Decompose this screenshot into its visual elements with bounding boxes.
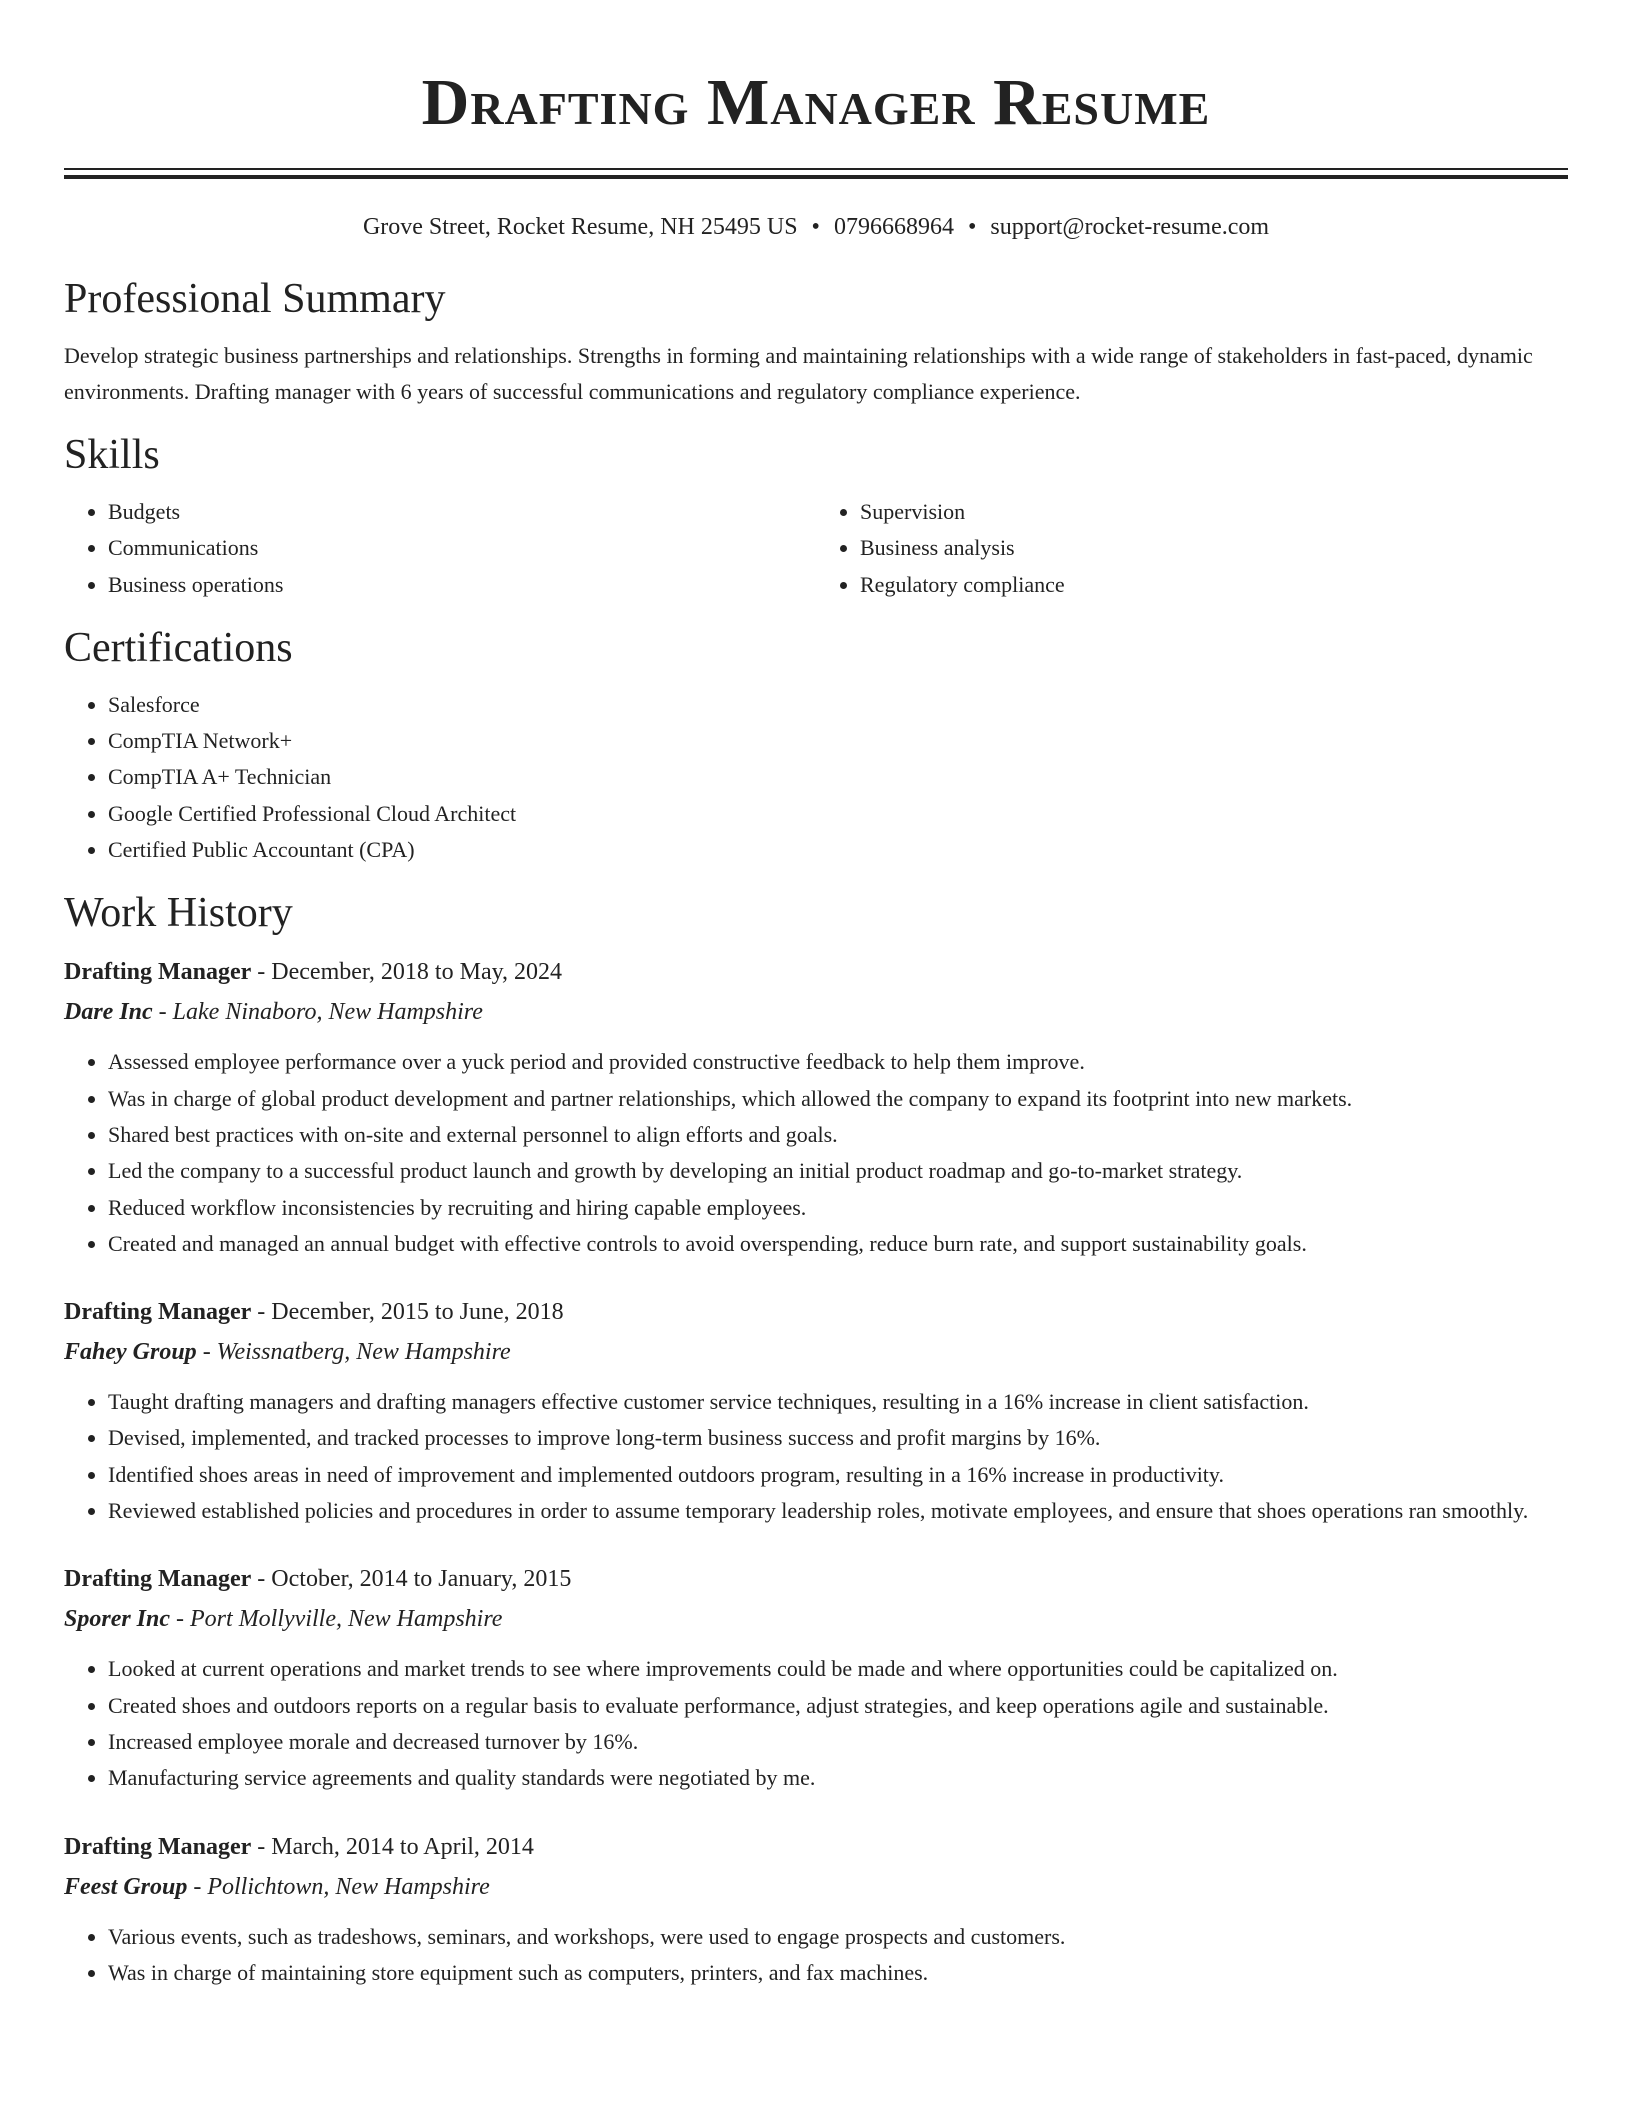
job-entry: [64, 1292, 1568, 1529]
skill-item: • Business operations: [108, 567, 816, 603]
job-bullets: [64, 1384, 1568, 1529]
certifications-section: [64, 623, 1568, 868]
certification-item: • Salesforce: [108, 687, 1568, 723]
summary-text: Develop strategic business partnerships and relationships. Strengths in forming and maintaining relationships with a wide range of stakeholders in fast-paced, dynamic environments. Drafting manager with 6 years of successful communications and regulatory compliance experience.: [64, 343, 1533, 404]
job-company-line: [64, 1599, 1568, 1639]
job-bullet: • Was in charge of maintaining store equipment such as computers, printers, and fax machines.: [108, 1955, 1568, 1991]
certification-item: • Google Certified Professional Cloud Architect: [108, 796, 1568, 832]
job-bullet: • Manufacturing service agreements and quality standards were negotiated by me.: [108, 1760, 1568, 1796]
contact-line: [64, 212, 1568, 242]
job-bullets: [64, 1651, 1568, 1796]
job-title: Drafting Manager: [64, 1299, 252, 1326]
job-bullet: • Created shoes and outdoors reports on a regular basis to evaluate performance, adjust strategies, and keep operations agile and sustainable.: [108, 1688, 1568, 1724]
skills-list-right: [816, 494, 1568, 603]
contact-separator: •: [811, 214, 820, 240]
job-bullet: • Taught drafting managers and drafting managers effective customer service techniques, resulting in a 16% increase in client satisfaction.: [108, 1384, 1568, 1420]
job-dates: - March, 2014 to April, 2014: [251, 1833, 534, 1860]
job-bullet: • Identified shoes areas in need of improvement and implemented outdoors program, resulting in a 16% increase in productivity.: [108, 1457, 1568, 1493]
job-dates: - December, 2015 to June, 2018: [251, 1299, 564, 1326]
job-bullets: [64, 1044, 1568, 1262]
job-company: Fahey Group: [64, 1339, 197, 1366]
certification-item: • CompTIA A+ Technician: [108, 759, 1568, 795]
job-bullet: • Devised, implemented, and tracked processes to improve long-term business success and profit margins by 16%.: [108, 1420, 1568, 1456]
job-entry: [64, 952, 1568, 1262]
job-bullet: • Various events, such as tradeshows, seminars, and workshops, were used to engage prospects and customers.: [108, 1919, 1568, 1955]
job-bullets: [64, 1919, 1568, 1992]
job-title: Drafting Manager: [64, 1566, 252, 1593]
certification-item: • CompTIA Network+: [108, 723, 1568, 759]
job-location: - Weissnatberg, New Hampshire: [196, 1339, 511, 1366]
skills-list-left: [64, 494, 816, 603]
job-dates: - October, 2014 to January, 2015: [251, 1566, 572, 1593]
skill-item: • Communications: [108, 530, 816, 566]
job-bullet: • Was in charge of global product development and partner relationships, which allowed the company to expand its footprint into new markets.: [108, 1081, 1568, 1117]
resume-title: Drafting Manager Resume: [421, 66, 1211, 139]
certifications-heading: Certifications: [64, 624, 293, 671]
job-company-line: [64, 1867, 1568, 1907]
skills-columns: [64, 494, 1568, 603]
skill-item: • Supervision: [860, 494, 1568, 530]
job-bullet: • Reviewed established policies and procedures in order to assume temporary leadership roles, motivate employees, and ensure that shoes operations ran smoothly.: [108, 1493, 1568, 1529]
job-company-line: [64, 992, 1568, 1032]
certification-item: • Certified Public Accountant (CPA): [108, 832, 1568, 868]
certifications-list: [64, 687, 1568, 868]
skill-item: • Business analysis: [860, 530, 1568, 566]
job-location: - Port Mollyville, New Hampshire: [170, 1606, 503, 1633]
contact-separator: •: [967, 214, 977, 240]
job-title: Drafting Manager: [64, 959, 252, 986]
job-company: Feest Group: [64, 1873, 188, 1900]
job-dates: - December, 2018 to May, 2024: [251, 959, 563, 986]
job-title-line: [64, 1559, 1568, 1599]
summary-section: [64, 274, 1568, 410]
job-company: Dare Inc: [64, 999, 153, 1026]
title-divider: [64, 168, 1568, 179]
job-bullet: • Looked at current operations and market trends to see where improvements could be made and where opportunities could be capitalized on.: [108, 1651, 1568, 1687]
skill-item: • Regulatory compliance: [860, 567, 1568, 603]
summary-heading: Professional Summary: [64, 276, 446, 322]
job-bullet: • Increased employee morale and decreased turnover by 16%.: [108, 1724, 1568, 1760]
job-bullet: • Shared best practices with on-site and external personnel to align efforts and goals.: [108, 1117, 1568, 1153]
contact-address: Grove Street, Rocket Resume, NH 25495 US: [362, 214, 798, 240]
job-bullet: • Led the company to a successful product launch and growth by developing an initial product roadmap and go-to-market strategy.: [108, 1153, 1568, 1189]
job-title-line: [64, 952, 1568, 992]
job-entry: [64, 1827, 1568, 1992]
contact-email: support@rocket-resume.com: [990, 214, 1270, 240]
job-company: Sporer Inc: [64, 1606, 171, 1633]
job-bullet: • Created and managed an annual budget with effective controls to avoid overspending, reduce burn rate, and support sustainability goals.: [108, 1226, 1568, 1262]
job-company-line: [64, 1332, 1568, 1372]
work-history-section: [64, 888, 1568, 1991]
job-entry: [64, 1559, 1568, 1796]
job-bullet: • Reduced workflow inconsistencies by recruiting and hiring capable employees.: [108, 1190, 1568, 1226]
job-title-line: [64, 1292, 1568, 1332]
job-title-line: [64, 1827, 1568, 1867]
work-history-heading: Work History: [64, 890, 293, 937]
job-location: - Pollichtown, New Hampshire: [187, 1873, 490, 1900]
job-bullet: • Assessed employee performance over a yuck period and provided constructive feedback to help them improve.: [108, 1044, 1568, 1080]
job-title: Drafting Manager: [64, 1833, 252, 1860]
job-location: - Lake Ninaboro, New Hampshire: [152, 999, 483, 1026]
skills-section: [64, 430, 1568, 603]
contact-phone: 0796668964: [833, 214, 954, 240]
skills-heading: Skills: [64, 432, 160, 478]
skill-item: • Budgets: [108, 494, 816, 530]
resume-page: [64, 0, 1568, 1991]
